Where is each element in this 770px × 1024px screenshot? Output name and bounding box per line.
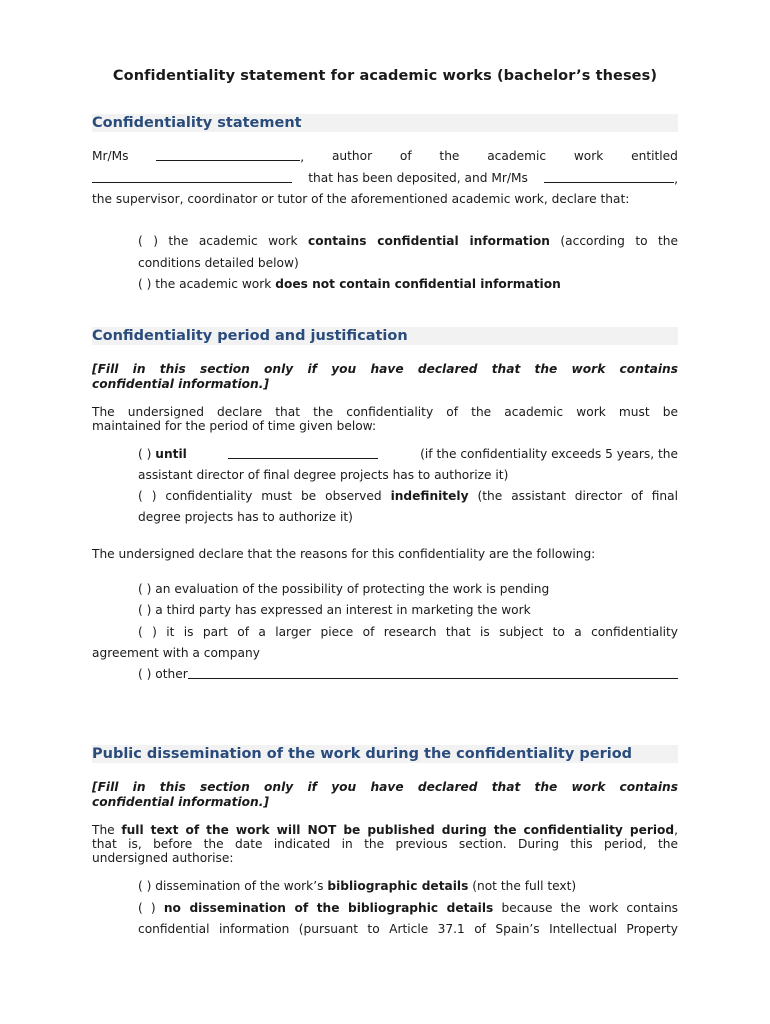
reason-larger-research[interactable]: ( ) it is part of a larger piece of research that is subject to a confidentiality: [138, 625, 678, 639]
work-title-field[interactable]: [92, 171, 292, 183]
section-heading-public-dissemination: Public dissemination of the work during the confidentiality period: [92, 745, 678, 763]
reasons-intro: The undersigned declare that the reasons for this confidentiality are the following:: [92, 547, 596, 561]
fill-note-line-1: [Fill in this section only if you have declared that the work contains: [92, 362, 678, 376]
fill-note-line-2: confidential information.]: [92, 377, 269, 391]
author-line: Mr/Ms , author of the academic work entitled: [92, 149, 678, 164]
declare-period-line-2: maintained for the period of time given below:: [92, 419, 377, 433]
option-no-bibliographic-details[interactable]: ( ) no dissemination of the bibliographic details because the work contains: [138, 901, 679, 915]
full-text-line-3: undersigned authorise:: [92, 851, 234, 865]
option-bibliographic-details[interactable]: ( ) dissemination of the work’s bibliographic details (not the full text): [138, 879, 577, 893]
option-until-cont: assistant director of final degree projects has to authorize it): [138, 468, 509, 482]
declare-period-line-1: The undersigned declare that the confidentiality of the academic work must be: [92, 405, 678, 419]
fill-note-line-1-s3: [Fill in this section only if you have declared that the work contains: [92, 780, 678, 794]
section-heading-period-justification: Confidentiality period and justification: [92, 327, 678, 345]
full-text-line-1: The full text of the work will NOT be published during the confidentiality period,: [92, 823, 678, 837]
option-indefinitely-cont: degree projects has to authorize it): [138, 510, 353, 524]
reason-larger-research-cont: agreement with a company: [92, 646, 260, 660]
fill-note-line-2-s3: confidential information.]: [92, 795, 269, 809]
mr-ms-label: Mr/Ms: [92, 149, 129, 163]
option-contains-confidential[interactable]: ( ) the academic work contains confidential information (according to the: [138, 234, 678, 248]
reason-third-party[interactable]: ( ) a third party has expressed an interest in marketing the work: [138, 603, 531, 617]
option-indefinitely[interactable]: ( ) confidentiality must be observed indefinitely (the assistant director of final: [138, 489, 678, 503]
reason-evaluation[interactable]: ( ) an evaluation of the possibility of protecting the work is pending: [138, 582, 550, 596]
option-no-confidential[interactable]: ( ) the academic work does not contain confidential information: [138, 277, 561, 291]
deposited-line: that has been deposited, and Mr/Ms ,: [92, 171, 678, 186]
supervisor-name-field[interactable]: ,: [544, 171, 678, 186]
document-title: Confidentiality statement for academic works (bachelor’s theses): [112, 68, 658, 84]
supervisor-line: the supervisor, coordinator or tutor of the aforementioned academic work, declare that:: [92, 192, 630, 206]
reason-other[interactable]: ( ) other: [138, 667, 678, 681]
option-no-bibliographic-details-cont: confidential information (pursuant to Article 37.1 of Spain’s Intellectual Property: [138, 922, 678, 936]
until-date-field[interactable]: [228, 447, 378, 459]
section-heading-confidentiality-statement: Confidentiality statement: [92, 114, 678, 132]
option-until[interactable]: ( ) until (if the confidentiality exceeds 5 years, the: [138, 447, 678, 461]
other-reason-field[interactable]: [188, 667, 678, 679]
author-name-field[interactable]: ,: [156, 149, 304, 164]
full-text-line-2: that is, before the date indicated in the previous section. During this period, the: [92, 837, 678, 851]
option-contains-confidential-cont: conditions detailed below): [138, 256, 299, 270]
